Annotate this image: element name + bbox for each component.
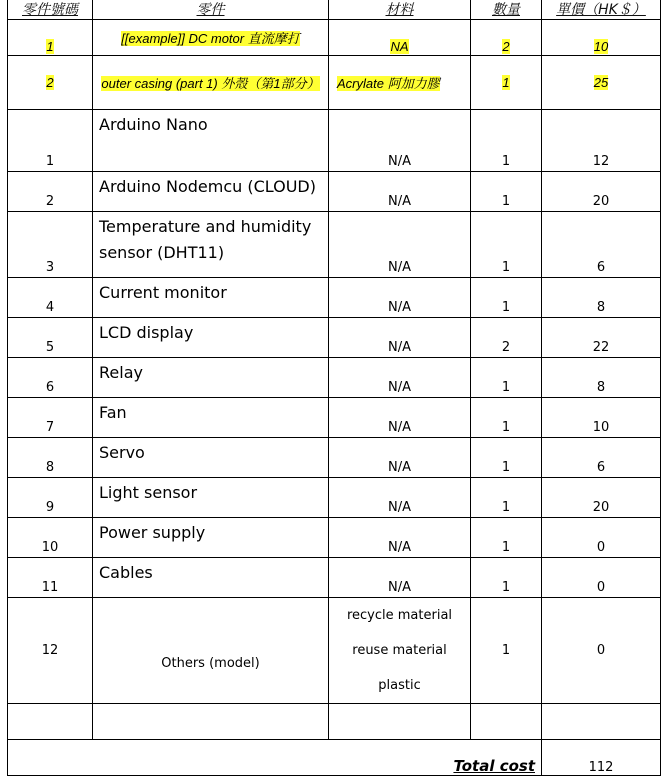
part-name-cell: Others (model) xyxy=(93,598,329,704)
part-name-cell: Cables xyxy=(93,558,329,598)
part-name-cell: Arduino Nano xyxy=(93,110,329,172)
example-row xyxy=(8,56,661,110)
material-cell: N/A xyxy=(329,558,471,598)
part-name-cell: Servo xyxy=(93,438,329,478)
part-number-cell: 5 xyxy=(8,318,93,358)
unit-price-cell: 20 xyxy=(542,172,661,212)
example-material-cell: Acrylate 阿加力膠 xyxy=(329,56,471,110)
example-part-cell: outer casing (part 1) 外殼（第1部分） xyxy=(93,56,329,110)
example-material-cell: NA xyxy=(329,20,471,56)
part-name-cell: Arduino Nodemcu (CLOUD) xyxy=(93,172,329,212)
quantity-cell: 1 xyxy=(471,172,542,212)
header-row xyxy=(8,0,661,20)
quantity-cell: 2 xyxy=(471,318,542,358)
part-number-cell: 1 xyxy=(8,110,93,172)
quantity-cell: 1 xyxy=(471,398,542,438)
part-number-cell: 9 xyxy=(8,478,93,518)
empty-cell xyxy=(93,704,329,740)
example-row xyxy=(8,20,661,56)
quantity-cell: 1 xyxy=(471,110,542,172)
material-cell: recycle material reuse material plastic xyxy=(329,598,471,704)
quantity-cell: 1 xyxy=(471,278,542,318)
material-cell: N/A xyxy=(329,438,471,478)
part-number-cell: 3 xyxy=(8,212,93,278)
quantity-cell: 1 xyxy=(471,358,542,398)
quantity-cell: 1 xyxy=(471,558,542,598)
table-row xyxy=(8,318,661,358)
table-row xyxy=(8,358,661,398)
part-name-cell: Current monitor xyxy=(93,278,329,318)
header-price: 單價（HK＄） xyxy=(542,0,661,20)
example-price-cell: 10 xyxy=(542,20,661,56)
part-name-cell: Power supply xyxy=(93,518,329,558)
example-no-cell: 2 xyxy=(8,56,93,110)
part-name-cell: Fan xyxy=(93,398,329,438)
example-qty-cell: 1 xyxy=(471,56,542,110)
part-name-cell: Light sensor xyxy=(93,478,329,518)
header-material: 材料 xyxy=(329,0,471,20)
quantity-cell: 1 xyxy=(471,438,542,478)
material-cell: N/A xyxy=(329,478,471,518)
material-cell: N/A xyxy=(329,212,471,278)
part-name-cell: Temperature and humidity sensor (DHT11) xyxy=(93,212,329,278)
quantity-cell: 1 xyxy=(471,478,542,518)
material-cell: N/A xyxy=(329,318,471,358)
material-cell: N/A xyxy=(329,110,471,172)
table-row xyxy=(8,598,661,704)
unit-price-cell: 20 xyxy=(542,478,661,518)
empty-cell xyxy=(8,704,93,740)
example-part-cell: [[example]] DC motor 直流摩打 xyxy=(93,20,329,56)
part-number-cell: 12 xyxy=(8,598,93,704)
material-cell: N/A xyxy=(329,518,471,558)
total-value-cell: 112 xyxy=(542,740,661,776)
part-number-cell: 2 xyxy=(8,172,93,212)
part-number-cell: 11 xyxy=(8,558,93,598)
empty-cell xyxy=(329,704,471,740)
table-row xyxy=(8,438,661,478)
unit-price-cell: 0 xyxy=(542,598,661,704)
part-number-cell: 6 xyxy=(8,358,93,398)
unit-price-cell: 8 xyxy=(542,278,661,318)
example-no-cell: 1 xyxy=(8,20,93,56)
unit-price-cell: 6 xyxy=(542,438,661,478)
material-cell: N/A xyxy=(329,278,471,318)
material-cell: N/A xyxy=(329,398,471,438)
header-qty: 數量 xyxy=(471,0,542,20)
quantity-cell: 1 xyxy=(471,212,542,278)
header-no: 零件號碼 xyxy=(8,0,93,20)
empty-cell xyxy=(471,704,542,740)
unit-price-cell: 0 xyxy=(542,558,661,598)
empty-cell xyxy=(542,704,661,740)
part-name-cell: LCD display xyxy=(93,318,329,358)
part-number-cell: 7 xyxy=(8,398,93,438)
quantity-cell: 1 xyxy=(471,598,542,704)
total-row xyxy=(8,740,661,776)
table-row xyxy=(8,212,661,278)
unit-price-cell: 0 xyxy=(542,518,661,558)
example-price-cell: 25 xyxy=(542,56,661,110)
part-number-cell: 10 xyxy=(8,518,93,558)
part-name-cell: Relay xyxy=(93,358,329,398)
unit-price-cell: 6 xyxy=(542,212,661,278)
parts-cost-table xyxy=(7,0,661,776)
part-number-cell: 4 xyxy=(8,278,93,318)
header-part: 零件 xyxy=(93,0,329,20)
table-row xyxy=(8,110,661,172)
empty-row xyxy=(8,704,661,740)
unit-price-cell: 8 xyxy=(542,358,661,398)
table-row xyxy=(8,558,661,598)
part-number-cell: 8 xyxy=(8,438,93,478)
unit-price-cell: 22 xyxy=(542,318,661,358)
material-cell: N/A xyxy=(329,358,471,398)
quantity-cell: 1 xyxy=(471,518,542,558)
table-row xyxy=(8,518,661,558)
unit-price-cell: 12 xyxy=(542,110,661,172)
example-qty-cell: 2 xyxy=(471,20,542,56)
unit-price-cell: 10 xyxy=(542,398,661,438)
total-label-cell: Total cost xyxy=(8,740,542,776)
table-row xyxy=(8,478,661,518)
table-row xyxy=(8,172,661,212)
material-cell: N/A xyxy=(329,172,471,212)
table-row xyxy=(8,278,661,318)
table-row xyxy=(8,398,661,438)
